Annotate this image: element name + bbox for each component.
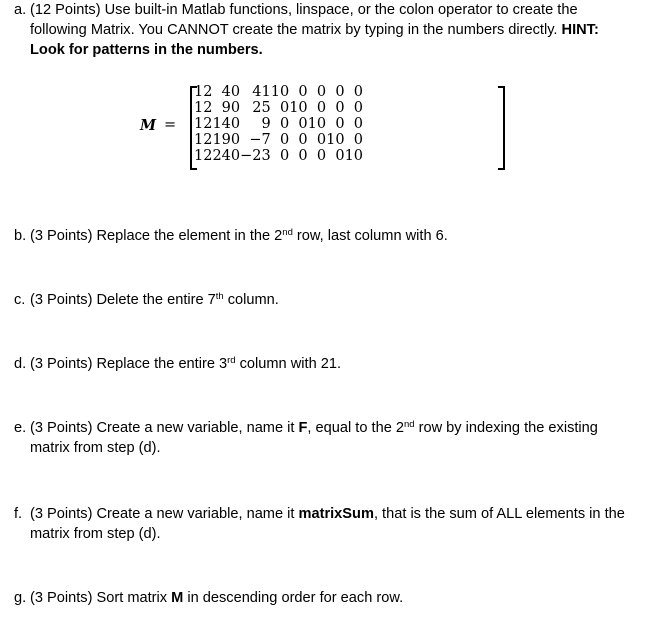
bold-text: M [171,590,184,606]
matrix-cell: 10 [344,148,364,164]
text: (3 Points) Create a new variable, name it [30,420,299,436]
matrix-row [194,84,363,100]
item-label: c. [14,292,26,308]
matrix-cell: 0 [230,84,241,100]
item-g [14,588,634,608]
matrix-cell: 12 [194,84,213,100]
item-label: b. [14,228,27,244]
matrix-cell: 14 [212,116,231,132]
item-label: d. [14,356,27,372]
matrix-cell: 41 [252,84,271,100]
matrix-row [194,148,363,164]
matrix-cell: 0 [230,148,241,164]
matrix-cell: 0 [298,116,308,132]
matrix-cell: 0 [279,132,290,148]
superscript: rd [227,355,236,366]
text: row by indexing the existing matrix from step (d). [30,420,598,456]
text: (3 Points) Replace the entire 3 [30,356,228,372]
matrix-cell: 0 [353,132,364,148]
item-label: f. [14,506,23,522]
matrix-cell: 0 [230,100,241,116]
text: , that is the sum of ALL elements in the matrix from step (d). [30,506,625,542]
matrix-cell: 0 [298,84,308,100]
matrix-cell: 4 [221,84,231,100]
text: (3 Points) Create a new variable, name it [30,506,299,522]
matrix-cell: 0 [316,100,327,116]
text: row, last column with 6. [292,228,448,244]
equals-sign: = [164,117,177,133]
right-bracket [498,86,505,170]
matrix-cell: 0 [316,148,327,164]
matrix-cell: 0 [335,100,345,116]
matrix-cell: 25 [252,100,271,116]
item-text [30,354,634,374]
matrix-cell: 0 [316,132,327,148]
item-text [30,504,634,544]
matrix-cell: 0 [279,116,290,132]
hint: HINT: Look for patterns in the numbers. [30,22,599,58]
matrix-cell: 0 [279,148,290,164]
item-f [14,504,634,544]
text: (3 Points) Replace the element in the 2 [30,228,283,244]
matrix-row [194,116,363,132]
item-text [30,418,634,458]
text: , equal to the 2 [307,420,404,436]
matrix-cell: 12 [194,148,213,164]
matrix-cell: 24 [212,148,231,164]
text: column. [223,292,279,308]
item-text [30,0,634,60]
matrix-cell: 12 [194,132,213,148]
matrix-cell: −23 [240,148,271,164]
matrix-cell: 10 [326,132,345,148]
matrix-cell: 0 [298,132,308,148]
matrix-cell: 0 [335,84,345,100]
item-text [30,290,634,310]
matrix-cell: 0 [230,116,241,132]
matrix-row [194,100,363,116]
item-b [14,226,634,246]
matrix-cell: 0 [353,116,364,132]
text: (3 Points) Sort matrix [30,590,172,606]
matrix-cell: 0 [353,100,364,116]
item-a [14,0,634,60]
text: (12 Points) Use built-in Matlab functions, linspace, or the colon operator to create the following Matrix. You CANNOT create the matrix by typing in the numbers directly. [30,2,578,38]
item-c [14,290,634,310]
matrix-cell: 10 [289,100,308,116]
matrix-row [194,132,363,148]
superscript: th [215,291,224,302]
matrix-cell: 0 [353,84,364,100]
text: column with 21. [235,356,342,372]
item-label: g. [14,590,27,606]
matrix-cell: 0 [335,116,345,132]
item-text [30,588,634,608]
matrix-cell: 10 [270,84,290,100]
matrix-cell: 12 [194,116,213,132]
matrix-cell: 0 [279,100,290,116]
item-text [30,226,634,246]
bold-text: matrixSum [298,506,374,522]
matrix-table [194,84,363,164]
text: (3 Points) Delete the entire 7 [30,292,216,308]
item-label: a. [14,2,27,18]
matrix-cell: −7 [249,132,271,148]
matrix-cell: 9 [221,100,231,116]
matrix-cell: 0 [230,132,241,148]
item-d [14,354,634,374]
matrix-cell: 0 [335,148,345,164]
matrix-cell: 9 [261,116,271,132]
matrix-cell: 0 [316,84,327,100]
matrix-cell: 0 [298,148,308,164]
superscript: nd [403,419,415,430]
matrix-name: M [140,117,157,134]
text: in descending order for each row. [183,590,404,606]
matrix-cell: 12 [194,100,213,116]
matrix-cell: 19 [212,132,231,148]
superscript: nd [282,227,293,238]
item-label: e. [14,420,27,436]
item-e [14,418,634,458]
bold-text: F [298,420,308,436]
matrix-cell: 10 [307,116,327,132]
